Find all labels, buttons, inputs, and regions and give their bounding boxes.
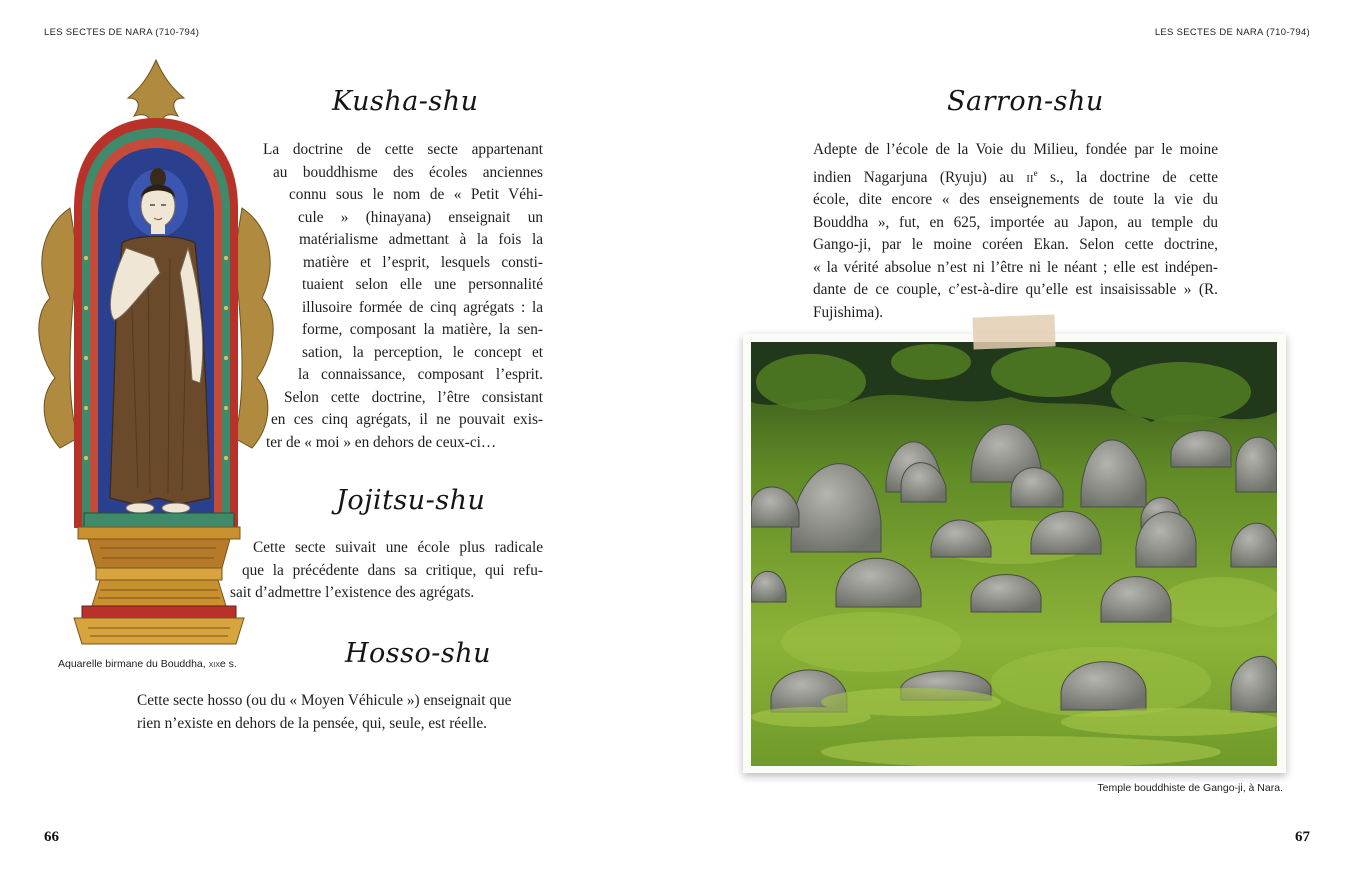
section-title-kusha: Kusha-shu (332, 86, 479, 117)
page-number-right: 67 (1295, 829, 1310, 845)
text-line (813, 162, 1218, 190)
text-line: Gango-ji, par le moine coréen Ekan. Selon cette doctrine, (813, 236, 1218, 254)
text-line: matière et l’esprit, lesquels consti- (303, 253, 543, 271)
kusha-paragraph (240, 139, 543, 454)
running-head-left: LES SECTES DE NARA (710-794) (44, 27, 200, 38)
text-line: au bouddhisme des écoles anciennes (273, 163, 543, 181)
page-number-left: 66 (44, 829, 59, 845)
caption-suffix: e s. (219, 658, 237, 670)
text-segment: indien Nagarjuna (Ryuju) au (813, 168, 1027, 186)
text-line: La doctrine de cette secte appartenant (263, 141, 543, 158)
text-segment: s., la doctrine de cette (1050, 168, 1218, 186)
text-line: rien n’existe en dehors de la pensée, qui, seule, est réelle. (137, 714, 487, 732)
text-line: forme, composant la matière, la sen- (302, 321, 543, 338)
text-line: tuaient selon elle une personnalité (302, 276, 543, 293)
hosso-paragraph (137, 690, 547, 735)
text-line: en ces cinq agrégats, il ne pouvait exis- (271, 411, 543, 428)
text-line: Adepte de l’école de la Voie du Milieu, fondée par le moine (813, 141, 1218, 158)
moss-garden-stones-photo (751, 342, 1277, 766)
section-title-jojitsu: Jojitsu-shu (336, 485, 486, 516)
text-line: Fujishima). (813, 303, 884, 321)
text-line: connu sous le nom de « Petit Véhi- (289, 186, 543, 203)
century-numeral: ii (1026, 168, 1034, 186)
text-line: Bouddha », fut, en 625, importée au Japon, au temple du (813, 213, 1218, 231)
text-line: la connaissance, composant l’esprit. (298, 366, 543, 383)
caption-text: Aquarelle birmane du Bouddha, (58, 658, 209, 670)
text-line: Cette secte suivait une école plus radicale (253, 539, 543, 556)
sarron-paragraph (813, 139, 1218, 324)
caption-century: xix (208, 658, 220, 670)
text-line: sation, la perception, le concept et (302, 343, 543, 361)
century-suffix: e (1033, 167, 1038, 178)
text-line: matérialisme admettant à la fois la (299, 231, 543, 248)
text-line: sait d’admettre l’existence des agrégats. (230, 584, 475, 601)
text-line: cule » (hinayana) enseignait un (298, 208, 543, 226)
text-line: école, dite encore « des enseignements de toute la vie du (813, 191, 1218, 209)
text-line: « la vérité absolue n’est ni l’être ni le néant ; elle est indépen- (813, 258, 1218, 276)
text-line: dante de ce couple, c’est-à-dire qu’elle est insaisissable » (R. (813, 281, 1218, 299)
section-title-hosso: Hosso-shu (345, 638, 492, 669)
photo-caption: Temple bouddhiste de Gango-ji, à Nara. (1097, 782, 1283, 794)
text-line: Selon cette doctrine, l’être consistant (284, 388, 543, 406)
running-head-right: LES SECTES DE NARA (710-794) (1154, 27, 1310, 38)
text-line: illusoire formée de cinq agrégats : la (302, 298, 543, 316)
section-title-sarron: Sarron-shu (947, 86, 1104, 117)
text-line: ter de « moi » en dehors de ceux-ci… (266, 433, 497, 451)
jojitsu-paragraph (230, 537, 543, 605)
text-line: que la précédente dans sa critique, qui refu- (242, 561, 543, 579)
illustration-caption (58, 658, 237, 670)
photo-frame (743, 334, 1286, 773)
text-line: Cette secte hosso (ou du « Moyen Véhicule ») enseignait que (137, 692, 512, 709)
tape-strip (972, 314, 1055, 349)
